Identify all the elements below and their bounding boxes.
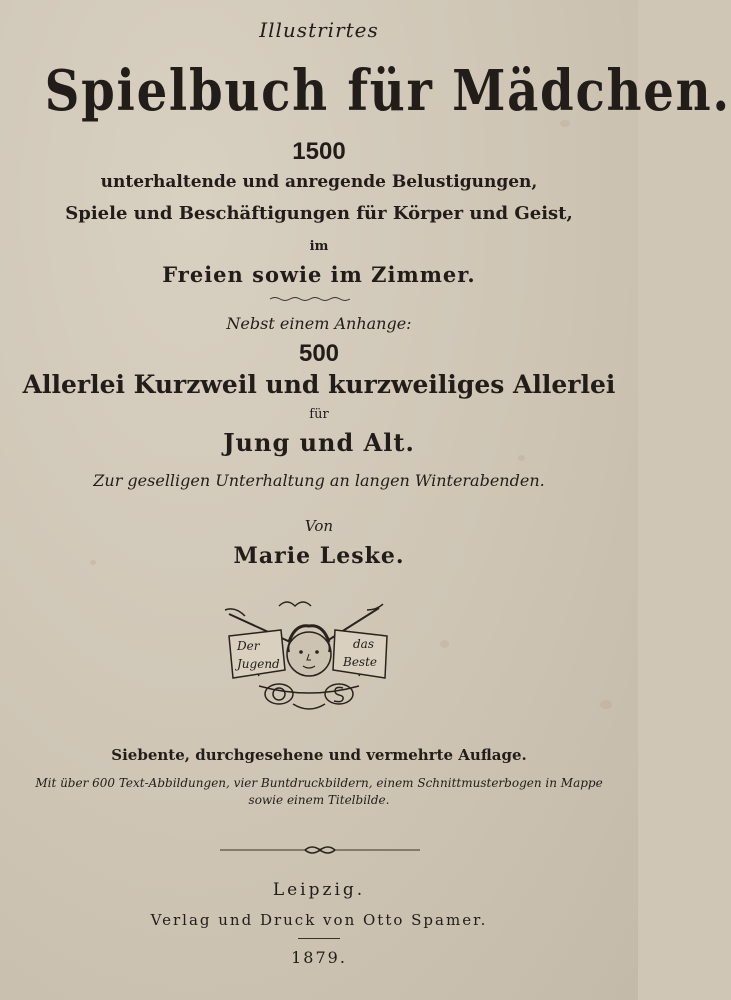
im-label: im [309, 239, 329, 254]
publisher-emblem-icon [219, 596, 399, 716]
emblem-word-das: das [353, 637, 374, 651]
illustrations-line-1: Mit über 600 Text-Abbildungen, vier Buntdruckbildern, einem Schnittmusterbogen in Mappe [35, 776, 603, 790]
allerlei-line: Allerlei Kurzweil und kurzweiliges Allerlei [22, 370, 616, 399]
emblem-word-der: Der [237, 639, 260, 653]
year-line: 1879. [291, 948, 347, 967]
von-label: Von [304, 517, 334, 535]
wavy-divider [270, 296, 350, 302]
emblem-word-beste: Beste [343, 655, 378, 669]
subtitle-line-2: Spiele und Beschäftigungen für Körper und Geist, [65, 203, 573, 224]
count-500: 500 [298, 340, 340, 367]
short-rule [298, 938, 340, 939]
emblem-word-jugend: Jugend [237, 657, 280, 671]
ornamental-divider [210, 845, 430, 855]
freien-line: Freien sowie im Zimmer. [162, 262, 476, 287]
count-1500: 1500 [292, 138, 346, 165]
fuer-label: für [309, 407, 329, 422]
edition-line: Siebente, durchgesehene und vermehrte Auflage. [111, 746, 527, 764]
author-name: Marie Leske. [233, 543, 405, 569]
jung-alt-line: Jung und Alt. [223, 428, 415, 457]
main-title: Spielbuch für Mädchen. [44, 58, 731, 124]
publisher-line: Verlag und Druck von Otto Spamer. [150, 911, 488, 929]
place-line: Leipzig. [272, 880, 366, 900]
nebst-label: Nebst einem Anhange: [226, 314, 412, 333]
illustrations-line-2: sowie einem Titelbilde. [248, 793, 390, 807]
illustrirtes-label: Illustrirtes [259, 18, 379, 42]
subtitle-line-1: unterhaltende und anregende Belustigungen, [100, 172, 538, 192]
zur-line: Zur geselligen Unterhaltung an langen Winterabenden. [93, 471, 545, 490]
